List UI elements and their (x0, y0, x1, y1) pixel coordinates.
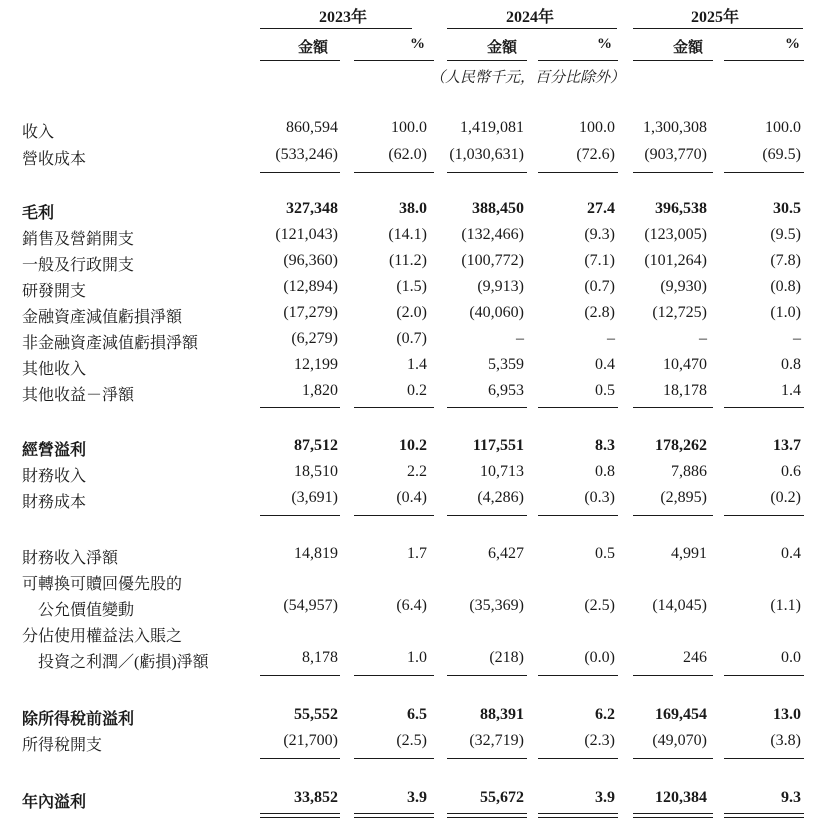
year-header-2025: 2025年 (690, 9, 739, 26)
subtotal-rule (633, 758, 713, 759)
cell-amount-2024: (32,719) (469, 732, 524, 749)
row-label: 其他收益－淨額 (22, 387, 135, 404)
total-double-rule (538, 813, 618, 814)
row-label: 可轉換可贖回優先股的 (22, 576, 183, 593)
cell-percent-2024: (2.5) (584, 597, 615, 614)
subtotal-rule (724, 515, 804, 516)
total-double-rule (724, 817, 804, 818)
cell-percent-2024: 0.8 (595, 463, 615, 480)
cell-amount-2025: (903,770) (644, 146, 707, 163)
table-row (0, 597, 815, 619)
total-double-rule (354, 813, 434, 814)
cell-amount-2024: 10,713 (480, 463, 524, 480)
cell-amount-2025: (49,070) (652, 732, 707, 749)
subtotal-rule (260, 675, 340, 676)
cell-amount-2025: 10,470 (663, 356, 707, 373)
total-double-rule (354, 817, 434, 818)
row-label: 所得稅開支 (22, 737, 103, 754)
cell-percent-2023: 0.2 (407, 382, 427, 399)
row-label: 財務成本 (22, 494, 87, 511)
cell-percent-2024: 8.3 (595, 437, 615, 454)
cell-amount-2024: (1,030,631) (449, 146, 524, 163)
total-double-rule (260, 813, 340, 814)
cell-amount-2024: (35,369) (469, 597, 524, 614)
subtotal-rule (260, 407, 340, 408)
cell-amount-2024: 88,391 (480, 706, 524, 723)
cell-percent-2023: 3.9 (407, 789, 427, 806)
cell-percent-2025: 9.3 (781, 789, 801, 806)
total-double-rule (633, 817, 713, 818)
cell-percent-2024: 3.9 (595, 789, 615, 806)
cell-amount-2025: (12,725) (652, 304, 707, 321)
table-row (0, 545, 815, 567)
cell-percent-2024: 0.5 (595, 545, 615, 562)
cell-percent-2023: (1.5) (396, 278, 427, 295)
subtotal-rule (447, 407, 527, 408)
cell-amount-2024: 117,551 (472, 437, 524, 454)
subtotal-rule (354, 675, 434, 676)
col-amount-2023: 金額 (298, 40, 329, 56)
row-label: 非金融資產減值虧損淨額 (22, 335, 199, 352)
cell-percent-2025: 100.0 (765, 119, 801, 136)
cell-percent-2025: – (793, 330, 801, 347)
unit-note: （人民幣千元，百分比除外） (430, 70, 626, 86)
cell-percent-2025: (9.5) (770, 226, 801, 243)
cell-percent-2024: 0.5 (595, 382, 615, 399)
cell-amount-2025: 1,300,308 (643, 119, 707, 136)
cell-percent-2024: (0.7) (584, 278, 615, 295)
cell-amount-2024: 5,359 (488, 356, 524, 373)
total-double-rule (724, 813, 804, 814)
row-label: 財務收入淨額 (22, 550, 119, 567)
cell-percent-2025: 0.6 (781, 463, 801, 480)
cell-amount-2025: 246 (683, 649, 707, 666)
cell-amount-2024: 6,953 (488, 382, 524, 399)
row-label: 研發開支 (22, 283, 87, 300)
cell-amount-2025: 7,886 (671, 463, 707, 480)
cell-percent-2023: 100.0 (391, 119, 427, 136)
cell-percent-2024: 27.4 (587, 200, 615, 217)
cell-amount-2023: (6,279) (291, 330, 338, 347)
cell-percent-2023: (0.4) (396, 489, 427, 506)
col-percent-2024: % (597, 36, 612, 52)
cell-amount-2023: (533,246) (275, 146, 338, 163)
cell-percent-2025: 13.0 (773, 706, 801, 723)
cell-amount-2024: 1,419,081 (460, 119, 524, 136)
cell-percent-2025: (0.8) (770, 278, 801, 295)
cell-percent-2025: (1.1) (770, 597, 801, 614)
cell-amount-2024: 388,450 (472, 200, 524, 217)
cell-amount-2023: (3,691) (291, 489, 338, 506)
cell-percent-2023: (0.7) (396, 330, 427, 347)
subtotal-rule (447, 758, 527, 759)
subtotal-rule (538, 407, 618, 408)
subtotal-rule (538, 675, 618, 676)
subtotal-rule (538, 172, 618, 173)
cell-amount-2024: – (516, 330, 524, 347)
cell-amount-2023: (17,279) (283, 304, 338, 321)
cell-percent-2023: 1.4 (407, 356, 427, 373)
table-row (0, 789, 815, 811)
table-row (0, 146, 815, 168)
subtotal-rule (724, 758, 804, 759)
cell-amount-2023: 33,852 (294, 789, 338, 806)
cell-amount-2023: (121,043) (275, 226, 338, 243)
col-rule-amount-2024 (447, 60, 527, 61)
table-row (0, 489, 815, 511)
year-header-2023: 2023年 (318, 9, 367, 26)
table-row (0, 623, 815, 645)
cell-amount-2024: (40,060) (469, 304, 524, 321)
total-double-rule (447, 813, 527, 814)
cell-amount-2023: 55,552 (294, 706, 338, 723)
row-label: 其他收入 (22, 361, 87, 378)
col-percent-2025: % (785, 36, 800, 52)
cell-amount-2024: (100,772) (461, 252, 524, 269)
cell-amount-2023: 327,348 (286, 200, 338, 217)
cell-amount-2025: (14,045) (652, 597, 707, 614)
cell-percent-2024: (9.3) (584, 226, 615, 243)
table-row (0, 732, 815, 754)
subtotal-rule (633, 515, 713, 516)
table-row (0, 252, 815, 274)
cell-amount-2025: – (699, 330, 707, 347)
subtotal-rule (354, 407, 434, 408)
cell-amount-2024: (218) (489, 649, 524, 666)
table-row (0, 200, 815, 222)
subtotal-rule (354, 758, 434, 759)
cell-amount-2025: 120,384 (655, 789, 707, 806)
col-rule-percent-2024 (538, 60, 618, 61)
cell-percent-2024: (7.1) (584, 252, 615, 269)
row-label: 年內溢利 (22, 794, 87, 811)
subtotal-rule (633, 172, 713, 173)
cell-amount-2023: (12,894) (283, 278, 338, 295)
cell-percent-2023: 6.5 (407, 706, 427, 723)
total-double-rule (538, 817, 618, 818)
cell-percent-2024: – (607, 330, 615, 347)
table-row (0, 330, 815, 352)
table-row (0, 463, 815, 485)
cell-percent-2024: 6.2 (595, 706, 615, 723)
row-label: 公允價值變動 (38, 602, 135, 619)
cell-amount-2025: 18,178 (663, 382, 707, 399)
cell-percent-2025: (7.8) (770, 252, 801, 269)
cell-amount-2025: (2,895) (660, 489, 707, 506)
cell-amount-2024: (9,913) (477, 278, 524, 295)
cell-percent-2023: 1.7 (407, 545, 427, 562)
cell-percent-2023: (2.5) (396, 732, 427, 749)
row-label: 除所得稅前溢利 (22, 711, 135, 728)
col-rule-percent-2025 (724, 60, 804, 61)
subtotal-rule (260, 515, 340, 516)
subtotal-rule (724, 675, 804, 676)
total-double-rule (633, 813, 713, 814)
cell-percent-2024: (0.0) (584, 649, 615, 666)
cell-amount-2023: 8,178 (302, 649, 338, 666)
row-label: 財務收入 (22, 468, 87, 485)
cell-amount-2024: 6,427 (488, 545, 524, 562)
table-row (0, 649, 815, 671)
subtotal-rule (260, 172, 340, 173)
cell-amount-2023: 87,512 (294, 437, 338, 454)
cell-percent-2023: (14.1) (388, 226, 427, 243)
cell-percent-2023: 2.2 (407, 463, 427, 480)
cell-amount-2024: (4,286) (477, 489, 524, 506)
subtotal-rule (724, 172, 804, 173)
col-rule-amount-2023 (260, 60, 340, 61)
row-label: 經營溢利 (22, 442, 87, 459)
row-label: 收入 (22, 124, 55, 141)
cell-percent-2025: (3.8) (770, 732, 801, 749)
subtotal-rule (447, 172, 527, 173)
cell-amount-2025: (9,930) (660, 278, 707, 295)
subtotal-rule (447, 515, 527, 516)
cell-amount-2023: (21,700) (283, 732, 338, 749)
cell-amount-2023: (96,360) (283, 252, 338, 269)
subtotal-rule (724, 407, 804, 408)
table-row (0, 571, 815, 593)
cell-percent-2025: 0.8 (781, 356, 801, 373)
subtotal-rule (354, 515, 434, 516)
row-label: 一般及行政開支 (22, 257, 135, 274)
cell-amount-2023: 18,510 (294, 463, 338, 480)
subtotal-rule (354, 172, 434, 173)
cell-percent-2025: 13.7 (773, 437, 801, 454)
table-row (0, 382, 815, 404)
col-rule-amount-2025 (633, 60, 713, 61)
subtotal-rule (538, 515, 618, 516)
row-label: 投資之利潤／(虧損)淨額 (38, 654, 209, 671)
cell-amount-2024: (132,466) (461, 226, 524, 243)
cell-amount-2023: 14,819 (294, 545, 338, 562)
cell-percent-2024: 100.0 (579, 119, 615, 136)
cell-amount-2023: 860,594 (286, 119, 338, 136)
cell-percent-2023: (6.4) (396, 597, 427, 614)
subtotal-rule (633, 675, 713, 676)
year-rule-2023 (260, 28, 412, 29)
cell-amount-2025: 396,538 (655, 200, 707, 217)
cell-percent-2024: (2.8) (584, 304, 615, 321)
cell-amount-2024: 55,672 (480, 789, 524, 806)
cell-percent-2023: 1.0 (407, 649, 427, 666)
cell-percent-2023: 38.0 (399, 200, 427, 217)
table-row (0, 278, 815, 300)
cell-percent-2025: 30.5 (773, 200, 801, 217)
row-label: 銷售及營銷開支 (22, 231, 135, 248)
total-double-rule (260, 817, 340, 818)
cell-amount-2025: 169,454 (655, 706, 707, 723)
cell-percent-2025: 1.4 (781, 382, 801, 399)
cell-amount-2023: 1,820 (302, 382, 338, 399)
cell-percent-2025: (0.2) (770, 489, 801, 506)
table-row (0, 119, 815, 141)
row-label: 金融資產減值虧損淨額 (22, 309, 183, 326)
cell-percent-2025: 0.0 (781, 649, 801, 666)
col-rule-percent-2023 (354, 60, 434, 61)
cell-percent-2025: (1.0) (770, 304, 801, 321)
cell-percent-2025: 0.4 (781, 545, 801, 562)
cell-percent-2023: (62.0) (388, 146, 427, 163)
cell-amount-2025: (101,264) (644, 252, 707, 269)
row-label: 營收成本 (22, 151, 87, 168)
cell-percent-2024: (2.3) (584, 732, 615, 749)
table-row (0, 437, 815, 459)
cell-amount-2025: 178,262 (655, 437, 707, 454)
cell-amount-2023: 12,199 (294, 356, 338, 373)
cell-percent-2024: (0.3) (584, 489, 615, 506)
subtotal-rule (633, 407, 713, 408)
row-label: 毛利 (22, 205, 55, 222)
col-percent-2023: % (410, 36, 425, 52)
cell-amount-2023: (54,957) (283, 597, 338, 614)
table-row (0, 706, 815, 728)
cell-percent-2023: (2.0) (396, 304, 427, 321)
year-header-2024: 2024年 (505, 9, 554, 26)
table-row (0, 304, 815, 326)
subtotal-rule (538, 758, 618, 759)
col-amount-2024: 金額 (487, 40, 518, 56)
cell-percent-2025: (69.5) (762, 146, 801, 163)
table-row (0, 226, 815, 248)
total-double-rule (447, 817, 527, 818)
cell-amount-2025: 4,991 (671, 545, 707, 562)
year-rule-2025 (633, 28, 803, 29)
table-row (0, 356, 815, 378)
cell-percent-2023: (11.2) (388, 252, 427, 269)
row-label: 分佔使用權益法入賬之 (22, 628, 183, 645)
cell-percent-2023: 10.2 (399, 437, 427, 454)
col-amount-2025: 金額 (673, 40, 704, 56)
cell-amount-2025: (123,005) (644, 226, 707, 243)
cell-percent-2024: 0.4 (595, 356, 615, 373)
subtotal-rule (260, 758, 340, 759)
year-rule-2024 (447, 28, 617, 29)
subtotal-rule (447, 675, 527, 676)
cell-percent-2024: (72.6) (576, 146, 615, 163)
